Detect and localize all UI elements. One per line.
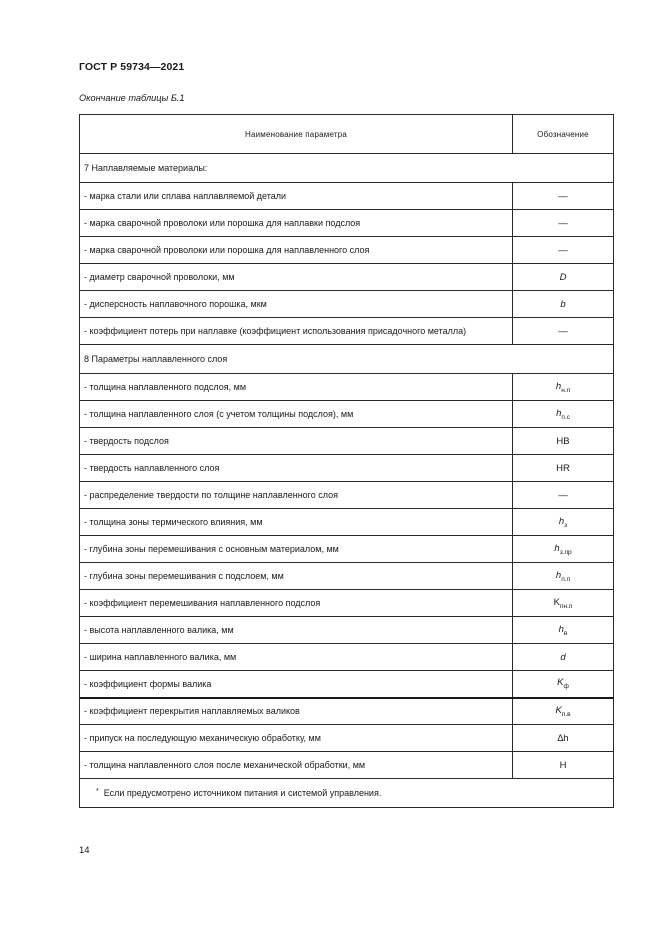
symbol-subscript: з.пр — [559, 548, 572, 556]
parameter-symbol-cell — [513, 455, 614, 482]
table-row — [80, 698, 614, 725]
table-section-row — [80, 154, 614, 183]
parameter-name-cell: - толщина наплавленного слоя (с учетом толщины подслоя), мм — [80, 401, 513, 428]
table-row — [80, 509, 614, 536]
parameter-symbol-cell — [513, 291, 614, 318]
parameter-symbol-cell — [513, 617, 614, 644]
symbol-main: h — [558, 623, 564, 635]
table-row — [80, 725, 614, 752]
parameter-name-cell: - толщина зоны термического влияния, мм — [80, 509, 513, 536]
table-row — [80, 401, 614, 428]
section-heading: 8 Параметры наплавленного слоя — [80, 345, 614, 374]
symbol-subscript: з — [564, 521, 568, 529]
symbol-subscript: п.п — [561, 575, 571, 583]
parameter-name-cell: - коэффициент формы валика — [80, 671, 513, 698]
symbol-main: HR — [556, 462, 570, 474]
parameter-symbol-cell — [513, 318, 614, 345]
table-row — [80, 536, 614, 563]
parameter-name-cell: - марка сварочной проволоки или порошка для наплавки подслоя — [80, 210, 513, 237]
symbol-main: — — [558, 244, 568, 256]
table-row — [80, 210, 614, 237]
table-row — [80, 671, 614, 698]
symbol-main: HB — [556, 435, 570, 447]
table-footnote-row — [80, 779, 614, 808]
symbol-main: K — [555, 704, 562, 716]
header-symbol: Обозначение — [513, 115, 614, 154]
table-row — [80, 237, 614, 264]
table-caption: Окончание таблицы Б.1 — [79, 93, 185, 103]
table-body — [80, 154, 614, 779]
parameter-symbol-cell — [513, 374, 614, 401]
table-row — [80, 264, 614, 291]
parameter-symbol-cell — [513, 563, 614, 590]
parameter-name-cell: - глубина зоны перемешивания с основным материалом, мм — [80, 536, 513, 563]
parameter-symbol-cell — [513, 428, 614, 455]
table-row — [80, 617, 614, 644]
parameter-name-cell: - диаметр сварочной проволоки, мм — [80, 264, 513, 291]
parameter-name-cell: - глубина зоны перемешивания с подслоем, мм — [80, 563, 513, 590]
parameter-symbol-cell — [513, 698, 614, 725]
header-parameter-name: Наименование параметра — [80, 115, 513, 154]
parameter-symbol-cell — [513, 264, 614, 291]
parameter-name-cell: - твердость подслоя — [80, 428, 513, 455]
parameter-name-cell: - коэффициент перемешивания наплавленного подслоя — [80, 590, 513, 617]
parameter-name-cell: - толщина наплавленного слоя после механической обработки, мм — [80, 752, 513, 779]
symbol-main: h — [555, 380, 562, 392]
symbol-main: K — [557, 677, 564, 689]
parameter-symbol-cell — [513, 482, 614, 509]
parameter-symbol-cell — [513, 183, 614, 210]
parameter-name-cell: - дисперсность наплавочного порошка, мкм — [80, 291, 513, 318]
table-row — [80, 183, 614, 210]
parameter-symbol-cell — [513, 644, 614, 671]
parameter-symbol-cell — [513, 210, 614, 237]
symbol-main: b — [560, 298, 566, 310]
document-standard-title: ГОСТ Р 59734—2021 — [79, 61, 185, 73]
symbol-main: H — [559, 759, 567, 771]
parameter-name-cell: - марка сварочной проволоки или порошка для наплавленного слоя — [80, 237, 513, 264]
parameter-symbol-cell — [513, 671, 614, 698]
table-row — [80, 374, 614, 401]
table-header-row — [80, 115, 614, 154]
table-footnote — [80, 779, 614, 808]
symbol-main: ∆h — [557, 732, 569, 744]
section-heading: 7 Наплавляемые материалы: — [80, 154, 614, 183]
table-row — [80, 428, 614, 455]
page-number: 14 — [79, 845, 90, 856]
symbol-main: — — [558, 217, 568, 229]
table-row — [80, 318, 614, 345]
parameter-table — [79, 114, 614, 808]
symbol-main: — — [558, 190, 568, 202]
parameter-symbol-cell — [513, 752, 614, 779]
symbol-subscript: п.в — [561, 710, 571, 718]
symbol-subscript: п.с — [561, 413, 570, 421]
table-row — [80, 482, 614, 509]
table-row — [80, 590, 614, 617]
symbol-main: h — [555, 569, 562, 581]
symbol-subscript: в — [563, 629, 568, 637]
symbol-main: — — [558, 489, 568, 501]
symbol-subscript: пн.п — [559, 602, 573, 610]
parameter-name-cell: - коэффициент потерь при наплавке (коэффициент использования присадочного металла) — [80, 318, 513, 345]
table-row — [80, 752, 614, 779]
symbol-main: D — [559, 271, 567, 283]
parameter-name-cell: - твердость наплавленного слоя — [80, 455, 513, 482]
footnote-mark: * — [96, 788, 99, 795]
symbol-main: h — [556, 407, 562, 419]
symbol-subscript: н.п — [561, 386, 571, 394]
parameter-table-container — [79, 114, 613, 808]
symbol-main: h — [558, 515, 565, 527]
footnote-text: Если предусмотрено источником питания и системой управления. — [103, 788, 382, 798]
parameter-name-cell: - ширина наплавленного валика, мм — [80, 644, 513, 671]
parameter-name-cell: - коэффициент перекрытия наплавляемых валиков — [80, 698, 513, 725]
symbol-main: h — [554, 542, 560, 554]
parameter-name-cell: - высота наплавленного валика, мм — [80, 617, 513, 644]
table-row — [80, 291, 614, 318]
table-row — [80, 455, 614, 482]
parameter-symbol-cell — [513, 509, 614, 536]
symbol-subscript: ф — [563, 683, 569, 691]
parameter-name-cell: - толщина наплавленного подслоя, мм — [80, 374, 513, 401]
symbol-main: d — [560, 651, 566, 663]
table-row — [80, 563, 614, 590]
parameter-name-cell: - распределение твердости по толщине наплавленного слоя — [80, 482, 513, 509]
table-row — [80, 644, 614, 671]
parameter-symbol-cell — [513, 536, 614, 563]
parameter-symbol-cell — [513, 401, 614, 428]
symbol-main: — — [558, 325, 568, 337]
table-section-row — [80, 345, 614, 374]
parameter-symbol-cell — [513, 590, 614, 617]
parameter-symbol-cell — [513, 237, 614, 264]
parameter-name-cell: - марка стали или сплава наплавляемой детали — [80, 183, 513, 210]
symbol-main: K — [553, 596, 560, 608]
parameter-symbol-cell — [513, 725, 614, 752]
parameter-name-cell: - припуск на последующую механическую обработку, мм — [80, 725, 513, 752]
